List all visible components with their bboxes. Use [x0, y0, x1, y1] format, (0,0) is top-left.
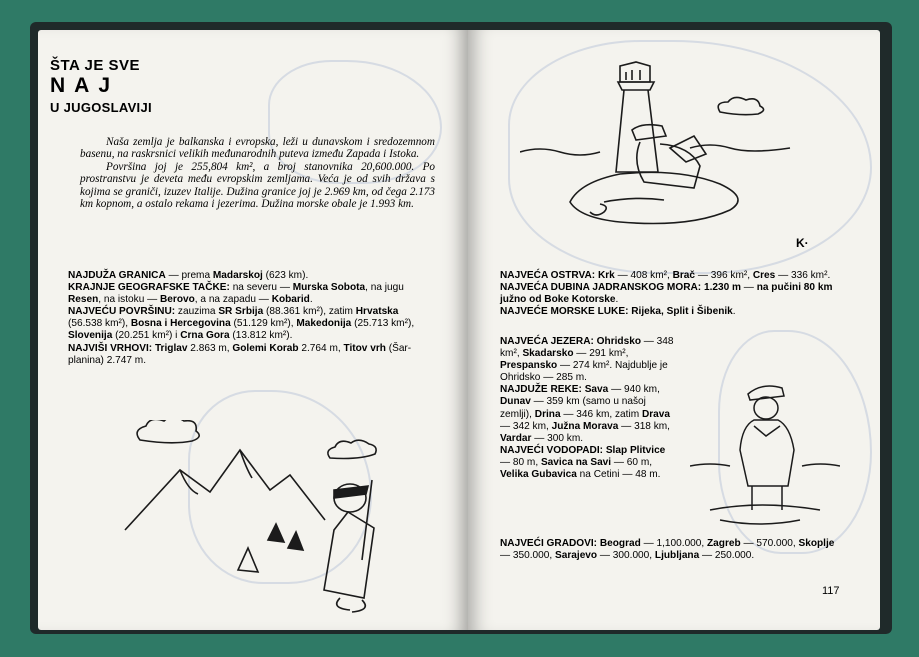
right-facts-top [500, 270, 840, 318]
heading-line3: U JUGOSLAVIJI [50, 100, 152, 115]
fact-ports: NAJVEĆE MORSKE LUKE: Rijeka, Split i Šibenik. [500, 306, 736, 318]
mountain-soldier-illustration [120, 420, 400, 620]
fact-waterfalls: NAJVEĆI VODOPADI: Slap Plitvice — 80 m, Savica na Savi — 60 m, Velika Gubavica na Cetini — 48 m. [500, 444, 666, 481]
fact-islands: NAJVEĆA OSTRVA: Krk — 408 km², Brač — 396 km², Cres — 336 km². [500, 270, 831, 281]
artist-signature: K· [796, 236, 809, 250]
fact-area: NAJVEĆU POVRŠINU: zauzima SR Srbija (88.361 km²), zatim Hrvatska (56.538 km²), Bosna i Hercegovina (51.129 km²), Makedonija (25.713 km²), Slovenija (20.251 km²) i Crna Gora (13.812 km²). [68, 306, 415, 342]
fact-geo-points: KRAJNJE GEOGRAFSKE TAČKE: na severu — Murska Sobota, na jugu Resen, na istoku — Berovo, a na zapadu — Kobarid. [68, 282, 404, 306]
left-facts [68, 270, 434, 367]
heading-line1: ŠTA JE SVE [50, 57, 141, 74]
intro-paragraph: Naša zemlja je balkanska i evropska, leži u dunavskom i sredozemnom basenu, na raskrsnici velikih međunarodnih puteva između Zapada i Istoka. [80, 136, 435, 161]
lighthouse-sailor-illustration [520, 52, 820, 252]
right-facts-bottom [500, 538, 842, 562]
sailor-in-water-illustration [690, 370, 840, 530]
fact-rivers: NAJDUŽE REKE: Sava — 940 km, Dunav — 359 km (samo u našoj zemlji), Drina — 346 km, zatim Drava — 342 km, Južna Morava — 318 km, Vardar — 300 km. [500, 384, 670, 444]
fact-peaks: NAJVIŠI VRHOVI: Triglav 2.863 m, Golemi Korab 2.764 m, Titov vrh (Šar-planina) 2.747 m. [68, 342, 412, 366]
intro-paragraph: Površina joj je 255,804 km², a broj stanovnika 20,600.000. Po prostranstvu je deveta među evropskim zemljama. Veća je od svih država s kojima se graniči, izuzev Italije. Dužina granice joj je 2.969 km, od čega 2.173 km kopnom, a ostalo rekama i jezerima. Dužina morske obale je 1.993 km. [80, 160, 435, 211]
right-facts-narrow [500, 336, 676, 481]
fact-sea-depth: NAJVEĆA DUBINA JADRANSKOG MORA: 1.230 m — na pučini 80 km južno od Boke Kotorske. [500, 282, 833, 306]
page-number: 117 [822, 585, 840, 597]
intro-text [80, 136, 435, 210]
heading-naj: NAJ [50, 74, 120, 97]
fact-cities: NAJVEĆI GRADOVI: Beograd — 1,100.000, Zagreb — 570.000, Skoplje — 350.000, Sarajevo — 300.000, Ljubljana — 250.000. [500, 538, 835, 562]
fact-border: NAJDUŽA GRANICA — prema Madarskoj (623 km). [68, 270, 309, 281]
fact-lakes: NAJVEĆA JEZERA: Ohridsko — 348 km², Skadarsko — 291 km², Prespansko — 274 km². Najdublje je Ohridsko — 285 m. [500, 336, 674, 384]
